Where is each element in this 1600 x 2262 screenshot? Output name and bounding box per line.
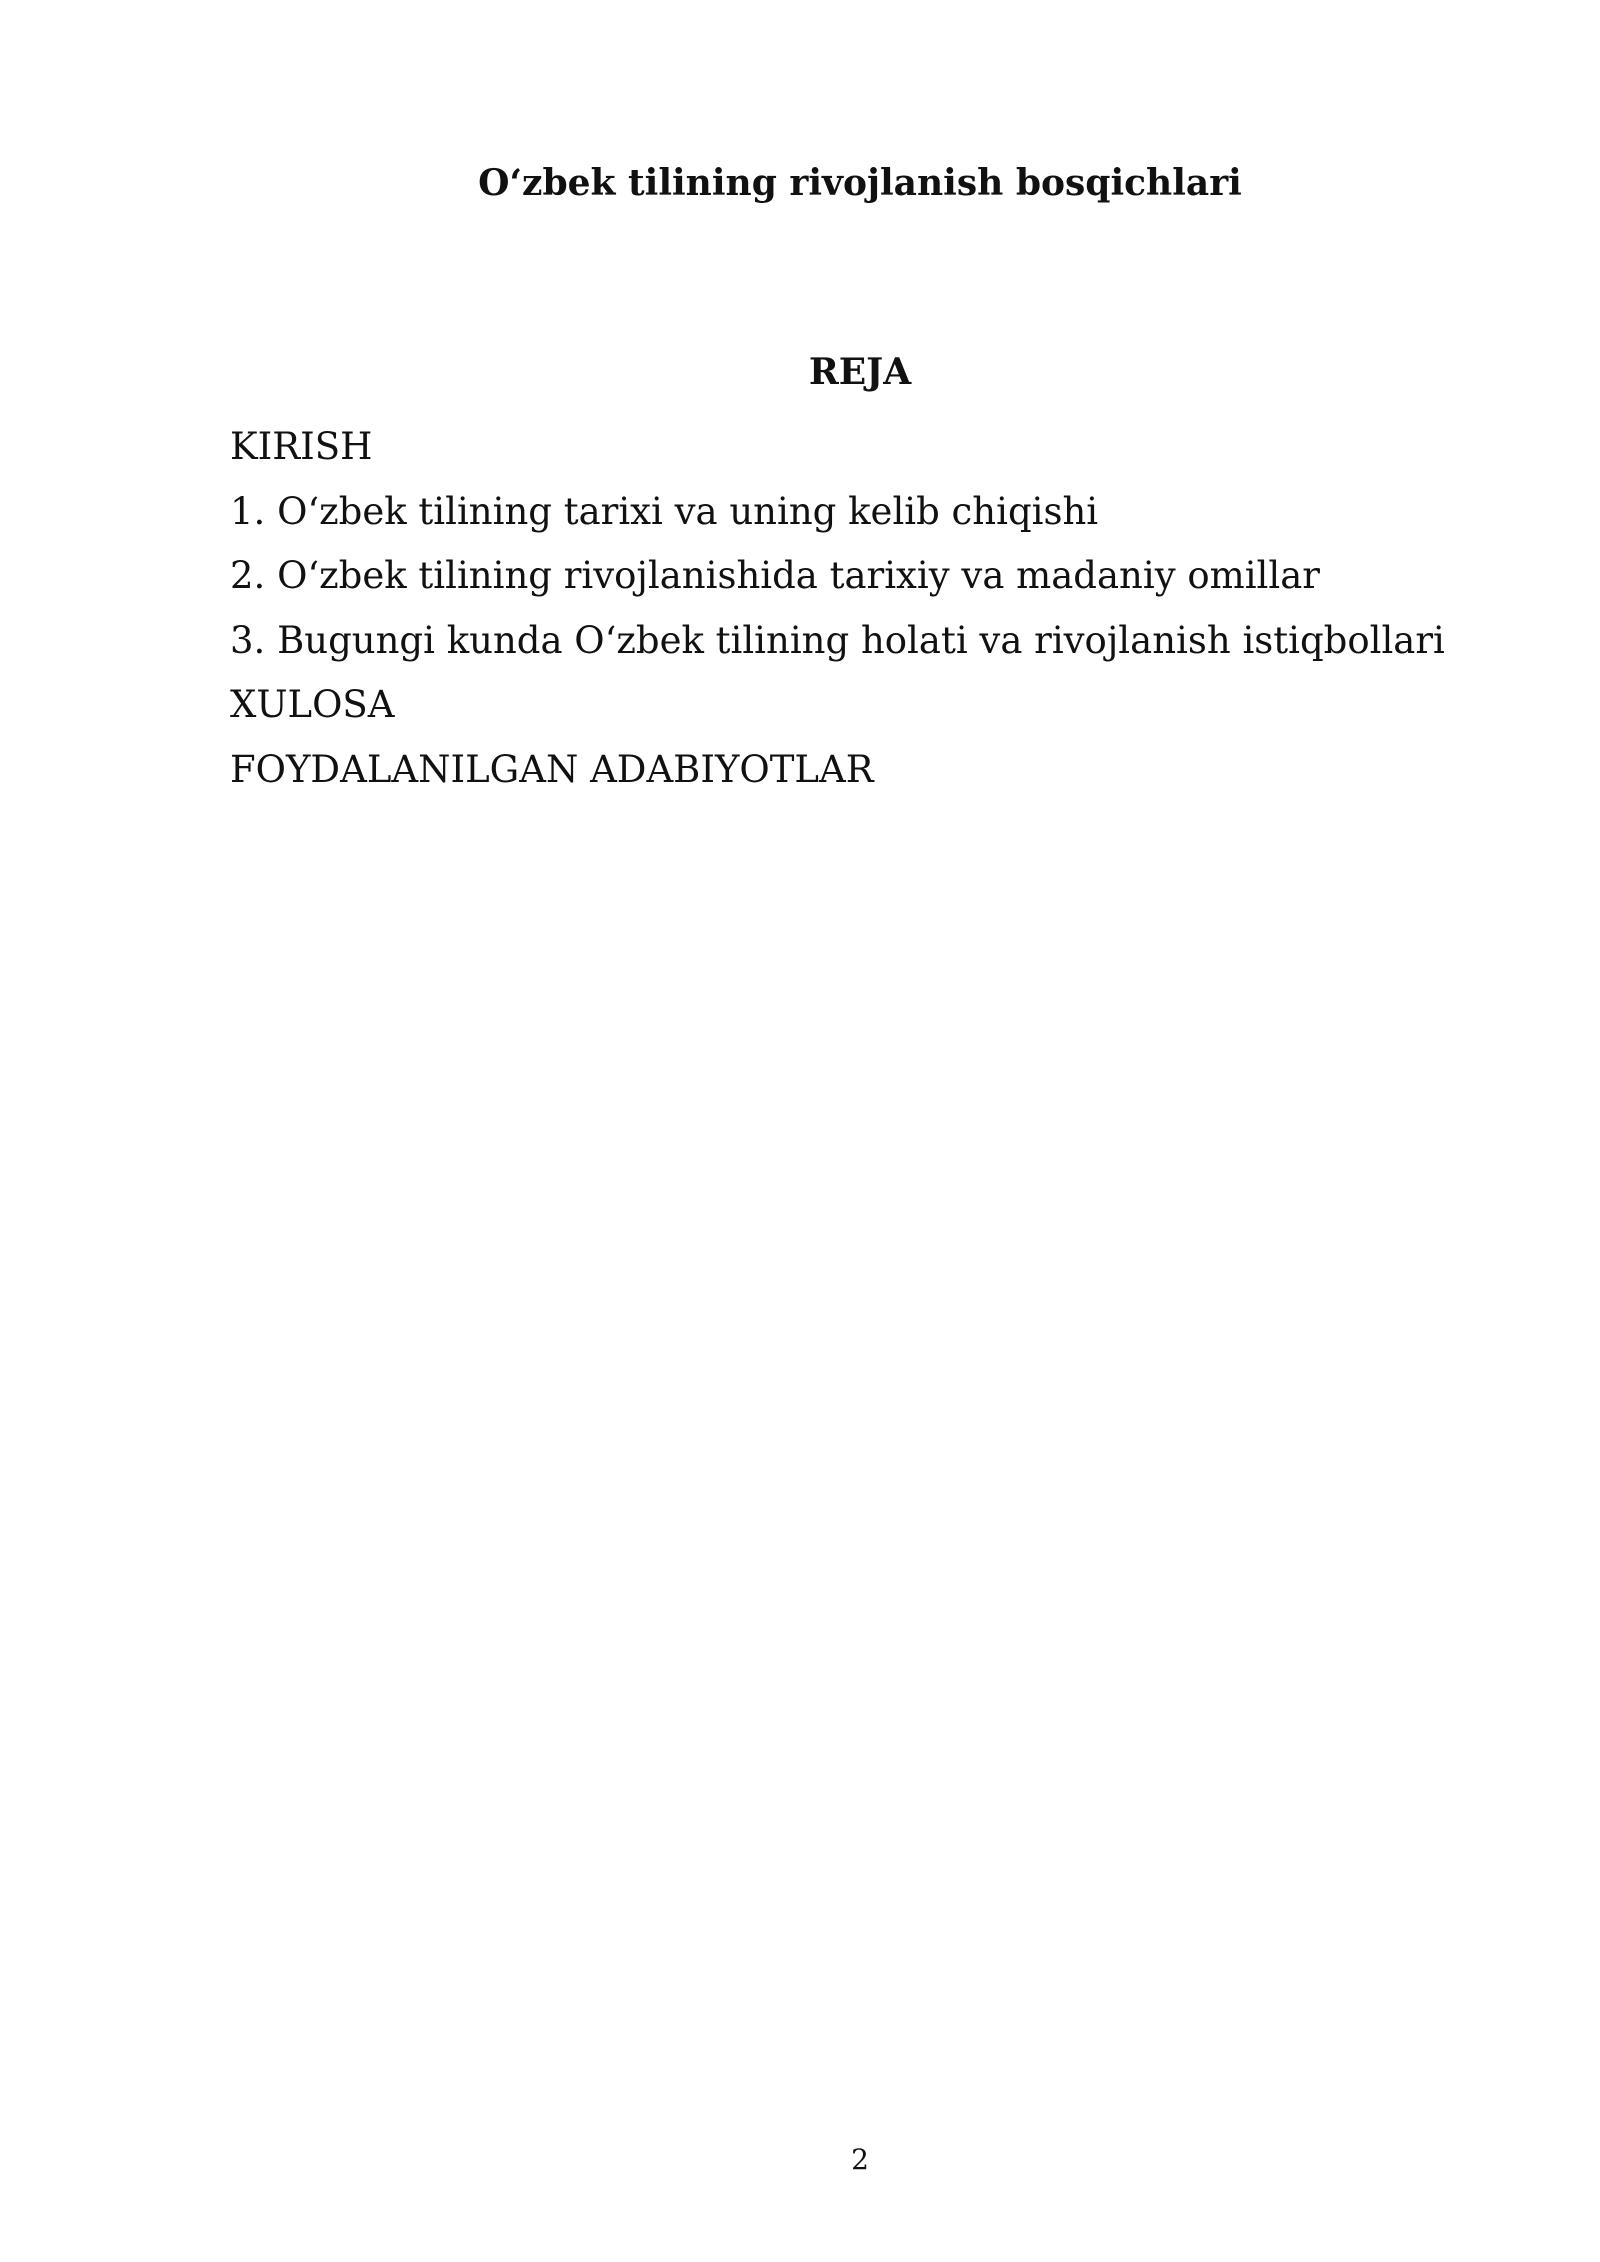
page-number — [0, 2140, 1600, 2180]
plan-item-2: 2. O‘zbek tilining rivojlanishida tarixiy va madaniy omillar — [230, 554, 1320, 597]
plan-list — [230, 415, 1530, 802]
plan-item-intro: KIRISH — [230, 425, 373, 468]
plan-item-3: 3. Bugungi kunda O‘zbek tilining holati va rivojlanish istiqbollari — [230, 618, 1445, 662]
plan-item-conclusion: XULOSA — [230, 683, 395, 726]
document-title — [0, 157, 1600, 209]
document-title-text: O‘zbek tilining rivojlanish bosqichlari — [478, 162, 1242, 204]
plan-heading-text: REJA — [808, 351, 912, 393]
page-number-text: 2 — [851, 2143, 869, 2176]
plan-item-1: 1. O‘zbek tilining tarixi va uning kelib chiqishi — [230, 489, 1099, 533]
plan-item-references: FOYDALANILGAN ADABIYOTLAR — [230, 747, 874, 791]
plan-heading — [0, 346, 1600, 398]
